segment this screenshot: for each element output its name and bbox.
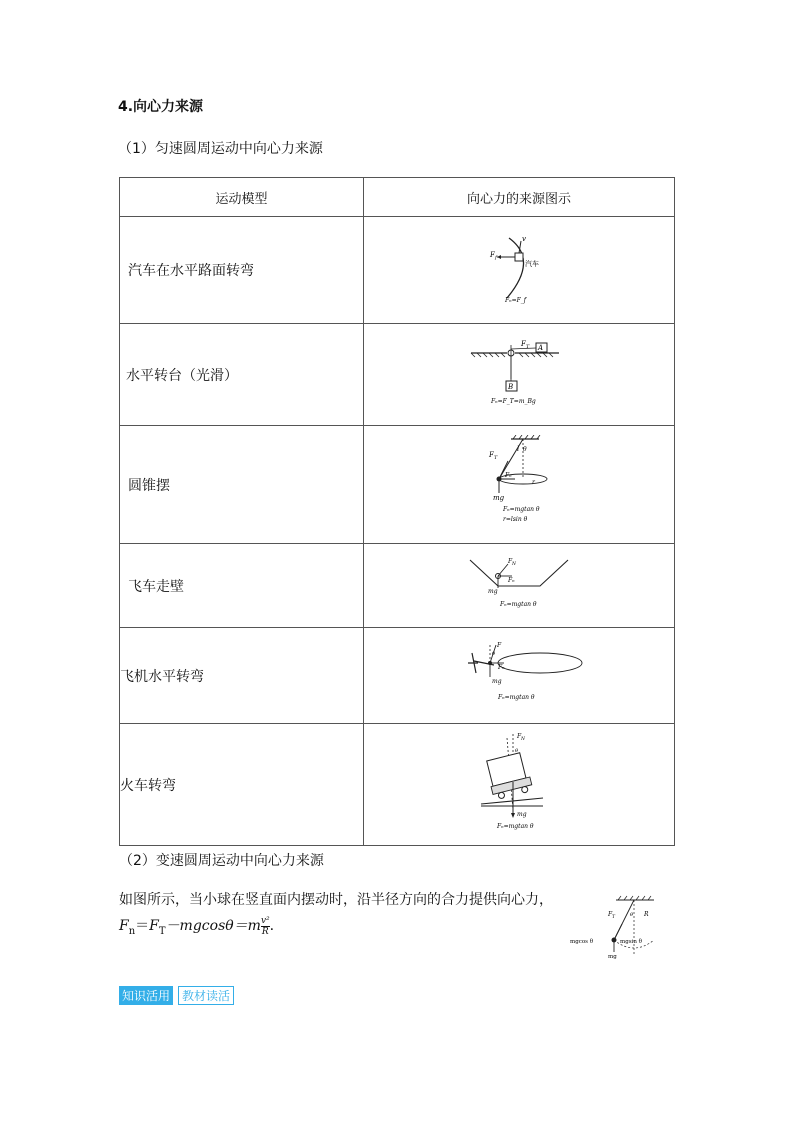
- formula-end: .: [269, 918, 275, 934]
- label-ft: F: [608, 911, 613, 918]
- model-train: 火车转弯: [120, 724, 364, 846]
- formula-rest: －mgcosθ＝m: [165, 918, 261, 934]
- label-ft: F: [521, 339, 526, 348]
- formula-fraction: [261, 916, 270, 937]
- label-eq: Fₙ=mgtan θ: [500, 600, 537, 608]
- diagram-wall: [364, 544, 675, 628]
- label-fcent: Fₙ: [508, 576, 515, 584]
- label-eq: Fₙ=mgtan θ: [498, 693, 535, 701]
- diagram-car: [364, 217, 675, 324]
- formula-num: v²: [260, 915, 270, 926]
- label-eq1: Fₙ=mgtan θ: [503, 505, 540, 513]
- badge-knowledge-apply: 知识活用: [119, 986, 173, 1005]
- friction-arrowhead: [497, 255, 501, 259]
- formula-eq: ＝: [135, 918, 150, 934]
- train-body: [485, 751, 533, 799]
- bowl: [470, 557, 568, 586]
- label-eq: Fₙ=F_f: [505, 297, 527, 304]
- label-fn: F: [508, 557, 513, 565]
- pendulum-svg: [568, 894, 664, 964]
- wall-diagram-svg: [464, 556, 574, 616]
- label-ff: F: [490, 251, 495, 259]
- label-r: R: [644, 911, 649, 918]
- model-airplane: 飞机水平转弯: [120, 628, 364, 724]
- label-fn: Fₙ: [505, 471, 512, 479]
- pendulum-figure: [568, 894, 664, 968]
- model-wall-racing: 飞车走壁: [120, 544, 364, 628]
- centripetal-source-table: [119, 177, 675, 846]
- label-ft: F: [489, 450, 494, 459]
- label-f: F: [497, 641, 502, 649]
- label-mgsin: mgsin θ: [620, 939, 642, 945]
- label-mg: mg: [488, 587, 498, 595]
- label-v: v: [522, 235, 526, 243]
- label-theta: θ: [515, 747, 519, 754]
- diagram-turntable: [364, 324, 675, 426]
- car-box: [515, 253, 523, 261]
- train-diagram-svg: [469, 732, 569, 838]
- label-ft-sub: T: [494, 454, 498, 461]
- table-row: [120, 324, 675, 426]
- header-model: 运动模型: [120, 178, 364, 217]
- table-row: [120, 426, 675, 544]
- label-eq: Fₙ=mgtan θ: [497, 822, 534, 830]
- road-arc: [507, 238, 524, 298]
- orbit: [498, 653, 582, 673]
- badge-textbook-read: 教材读活: [178, 986, 234, 1005]
- label-fn-sub: N: [512, 561, 516, 567]
- label-eq2: r=lsin θ: [503, 515, 528, 523]
- subsection-uniform: （1）匀速圆周运动中向心力来源: [118, 141, 323, 157]
- label-theta: θ: [630, 912, 634, 918]
- label-a: A: [538, 343, 544, 352]
- label-b: B: [508, 382, 514, 391]
- ft-arrow: [614, 924, 622, 940]
- mg-head: [511, 813, 515, 818]
- diagram-conical: [364, 426, 675, 544]
- table-row: [120, 724, 675, 846]
- ceiling-hatch: [513, 435, 540, 439]
- formula-den: R: [261, 926, 269, 937]
- label-fn: Fₙ: [498, 663, 505, 671]
- label-r: r: [532, 478, 535, 486]
- label-l: l: [517, 444, 520, 453]
- label-theta: θ: [523, 445, 527, 453]
- label-mg: mg: [492, 677, 502, 685]
- table-row: [120, 628, 675, 724]
- model-turntable: 水平转台（光滑）: [120, 324, 364, 426]
- label-mg: mg: [493, 493, 505, 502]
- diagram-train: [364, 724, 675, 846]
- label-eq: Fₙ=F_T=m_Bg: [491, 397, 536, 405]
- header-diagram: 向心力的来源图示: [364, 178, 675, 217]
- label-ft-sub: T: [612, 915, 616, 920]
- model-conical-pendulum: 圆锥摆: [120, 426, 364, 544]
- label-car: 汽车: [525, 260, 539, 268]
- formula-ft: F: [149, 918, 159, 934]
- model-car-turning: 汽车在水平路面转弯: [120, 217, 364, 324]
- centripetal-formula: [119, 915, 274, 937]
- formula-fn: F: [119, 918, 129, 934]
- explanation-paragraph: 如图所示，当小球在竖直面内摆动时，沿半径方向的合力提供向心力，: [119, 892, 553, 908]
- table-row: [120, 544, 675, 628]
- label-mgcos: mgcos θ: [570, 939, 594, 945]
- label-mg: mg: [608, 954, 617, 960]
- label-mg: mg: [517, 810, 527, 818]
- car-diagram-svg: [459, 230, 579, 310]
- string-top: [511, 348, 536, 349]
- section-title: 4.向心力来源: [118, 99, 204, 115]
- formula-fn-sub: n: [128, 925, 136, 937]
- normal-arrow: [498, 564, 508, 576]
- label-ft-sub: T: [526, 343, 530, 350]
- label-fn-sub: N: [521, 736, 525, 742]
- label-ff-sub: f: [495, 255, 497, 261]
- conical-diagram-svg: [459, 435, 579, 535]
- label-fn: F: [517, 732, 522, 740]
- table-row: [120, 217, 675, 324]
- airplane-diagram-svg: [454, 639, 584, 713]
- diagram-airplane: [364, 628, 675, 724]
- formula-ft-sub: T: [158, 925, 166, 937]
- label-theta: θ: [492, 650, 496, 657]
- subsection-variable: （2）变速圆周运动中向心力来源: [119, 853, 324, 869]
- table-header-row: [120, 178, 675, 217]
- turntable-diagram-svg: [449, 337, 589, 413]
- ceiling-hatch: [618, 896, 651, 900]
